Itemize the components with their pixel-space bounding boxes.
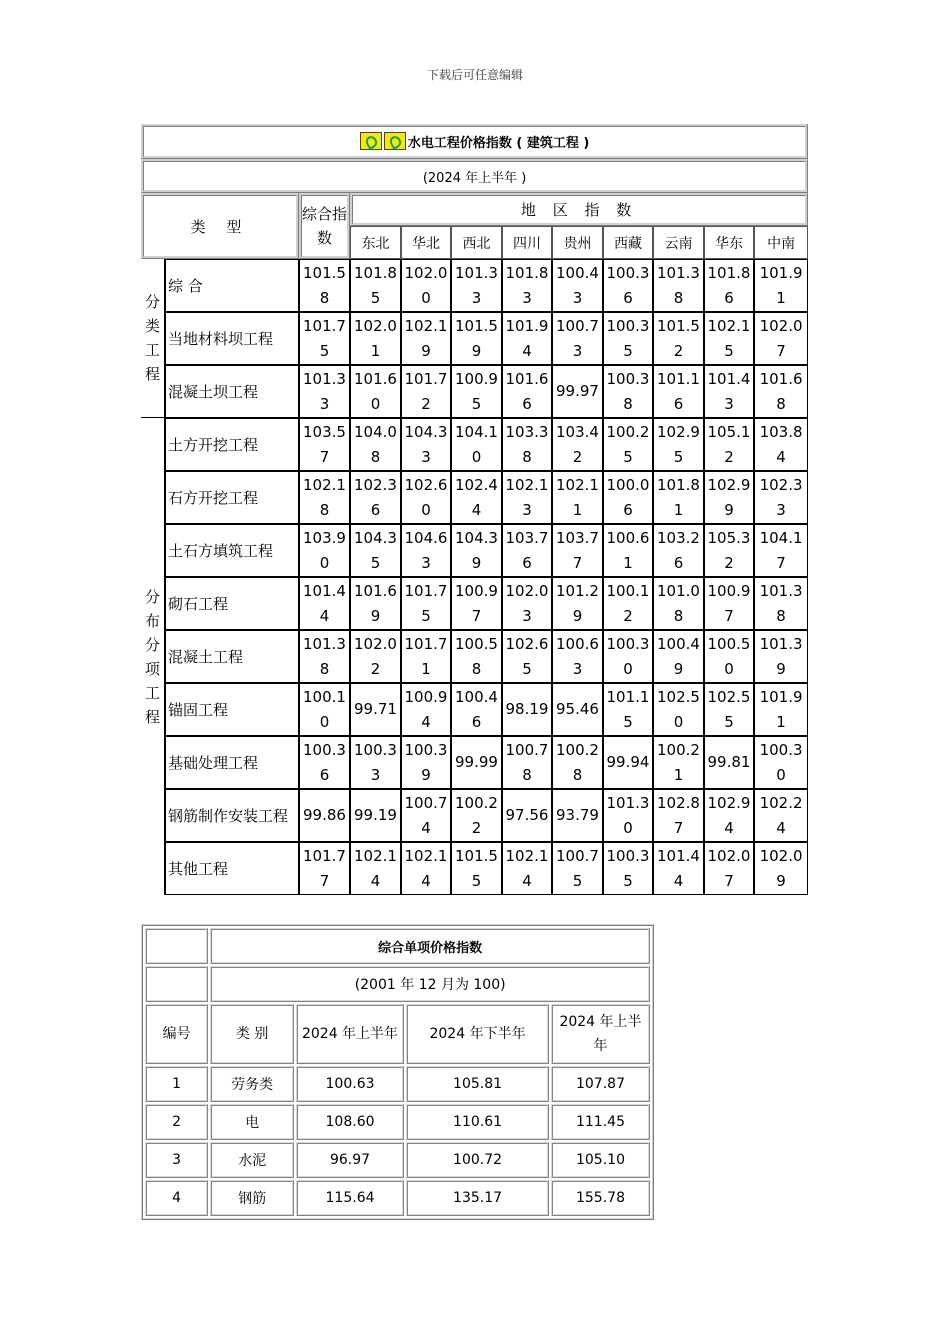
region-index-value: 102.36 <box>350 471 401 524</box>
value-2024-h1-b: 107.87 <box>551 1066 650 1102</box>
row-number: 1 <box>145 1066 208 1102</box>
region-header-3: 四川 <box>502 226 552 259</box>
water-power-price-index-table <box>141 124 808 895</box>
value-2024-h2: 135.17 <box>406 1180 549 1216</box>
region-index-value: 100.50 <box>704 630 754 683</box>
general-index-value: 100.36 <box>299 736 350 789</box>
general-index-value: 101.44 <box>299 577 350 630</box>
table-row <box>145 1180 650 1216</box>
region-index-value: 100.73 <box>552 312 603 365</box>
table-title: 水电工程价格指数 ( 建筑工程 ) <box>407 136 590 151</box>
region-index-value: 100.46 <box>451 683 502 736</box>
region-index-value: 101.44 <box>653 842 704 895</box>
region-index-value: 100.25 <box>603 418 653 471</box>
region-index-value: 101.08 <box>653 577 704 630</box>
row-name: 石方开挖工程 <box>165 471 299 524</box>
table-row <box>145 1142 650 1178</box>
value-2024-h1: 96.97 <box>296 1142 404 1178</box>
region-index-value: 102.55 <box>704 683 754 736</box>
region-index-value: 101.15 <box>603 683 653 736</box>
region-index-value: 100.78 <box>502 736 552 789</box>
region-index-value: 101.86 <box>704 259 754 312</box>
region-index-value: 104.17 <box>754 524 808 577</box>
value-2024-h1: 100.63 <box>296 1066 404 1102</box>
table-row <box>141 524 808 577</box>
region-index-value: 100.75 <box>552 842 603 895</box>
region-index-value: 100.30 <box>603 630 653 683</box>
region-index-value: 100.35 <box>603 312 653 365</box>
region-index-value: 103.42 <box>552 418 603 471</box>
region-index-value: 101.33 <box>451 259 502 312</box>
region-header-0: 东北 <box>350 226 401 259</box>
value-2024-h1-b: 155.78 <box>551 1180 650 1216</box>
table-subtitle: (2024 年上半年 ) <box>141 159 808 193</box>
page-header: 下载后可任意编辑 <box>426 68 523 82</box>
column-header-1: 类 别 <box>210 1004 294 1064</box>
region-index-value: 102.03 <box>502 577 552 630</box>
row-name: 土石方填筑工程 <box>165 524 299 577</box>
table-title-cell <box>141 124 808 159</box>
region-index-value: 102.11 <box>552 471 603 524</box>
region-index-value: 98.19 <box>502 683 552 736</box>
general-index-value: 99.86 <box>299 789 350 842</box>
table-row <box>141 471 808 524</box>
region-index-value: 101.68 <box>754 365 808 418</box>
row-category: 水泥 <box>210 1142 294 1178</box>
region-index-value: 103.84 <box>754 418 808 471</box>
table2-subtitle: (2001 年 12 月为 100) <box>210 966 650 1002</box>
row-category: 电 <box>210 1104 294 1140</box>
region-index-value: 102.19 <box>401 312 451 365</box>
region-index-value: 100.06 <box>603 471 653 524</box>
row-category: 劳务类 <box>210 1066 294 1102</box>
region-index-value: 101.69 <box>350 577 401 630</box>
region-index-value: 102.44 <box>451 471 502 524</box>
region-index-value: 102.50 <box>653 683 704 736</box>
region-index-value: 101.60 <box>350 365 401 418</box>
region-index-value: 104.39 <box>451 524 502 577</box>
region-index-value: 102.09 <box>754 842 808 895</box>
region-index-value: 101.75 <box>401 577 451 630</box>
general-index-value: 101.58 <box>299 259 350 312</box>
region-index-value: 103.38 <box>502 418 552 471</box>
region-index-value: 102.14 <box>401 842 451 895</box>
region-index-value: 104.08 <box>350 418 401 471</box>
region-index-value: 99.97 <box>552 365 603 418</box>
region-index-value: 104.10 <box>451 418 502 471</box>
region-index-value: 101.39 <box>754 630 808 683</box>
value-2024-h2: 105.81 <box>406 1066 549 1102</box>
region-index-value: 102.14 <box>502 842 552 895</box>
table2-title: 综合单项价格指数 <box>210 928 650 964</box>
row-name: 综 合 <box>165 259 299 312</box>
region-index-value: 105.12 <box>704 418 754 471</box>
region-index-value: 101.83 <box>502 259 552 312</box>
app-icon <box>384 132 406 150</box>
region-index-value: 102.00 <box>401 259 451 312</box>
region-index-value: 102.15 <box>704 312 754 365</box>
value-2024-h1-b: 105.10 <box>551 1142 650 1178</box>
region-index-value: 99.19 <box>350 789 401 842</box>
row-name: 基础处理工程 <box>165 736 299 789</box>
region-index-value: 101.43 <box>704 365 754 418</box>
region-index-value: 101.85 <box>350 259 401 312</box>
region-index-value: 102.33 <box>754 471 808 524</box>
app-icon <box>360 132 382 150</box>
row-name: 钢筋制作安装工程 <box>165 789 299 842</box>
region-header-2: 西北 <box>451 226 502 259</box>
general-index-value: 102.18 <box>299 471 350 524</box>
region-index-value: 101.16 <box>653 365 704 418</box>
region-index-value: 93.79 <box>552 789 603 842</box>
value-2024-h1: 115.64 <box>296 1180 404 1216</box>
row-name: 锚固工程 <box>165 683 299 736</box>
row-name: 砌石工程 <box>165 577 299 630</box>
region-index-value: 102.60 <box>401 471 451 524</box>
region-index-value: 100.49 <box>653 630 704 683</box>
table-row <box>141 736 808 789</box>
region-index-value: 100.63 <box>552 630 603 683</box>
region-index-value: 100.30 <box>754 736 808 789</box>
column-header-4: 2024 年上半年 <box>551 1004 650 1064</box>
region-header-8: 中南 <box>754 226 808 259</box>
general-index-value: 101.38 <box>299 630 350 683</box>
row-name: 土方开挖工程 <box>165 418 299 471</box>
region-index-value: 101.91 <box>754 259 808 312</box>
region-index-value: 102.65 <box>502 630 552 683</box>
region-index-value: 101.29 <box>552 577 603 630</box>
region-index-value: 103.77 <box>552 524 603 577</box>
region-index-value: 100.33 <box>350 736 401 789</box>
region-index-value: 100.95 <box>451 365 502 418</box>
region-index-value: 102.13 <box>502 471 552 524</box>
region-index-value: 101.94 <box>502 312 552 365</box>
region-index-value: 102.01 <box>350 312 401 365</box>
region-header-1: 华北 <box>401 226 451 259</box>
region-index-header: 地 区 指 数 <box>350 193 808 226</box>
value-2024-h2: 110.61 <box>406 1104 549 1140</box>
region-index-value: 100.43 <box>552 259 603 312</box>
general-index-value: 101.75 <box>299 312 350 365</box>
region-header-7: 华东 <box>704 226 754 259</box>
region-index-value: 104.63 <box>401 524 451 577</box>
region-index-value: 101.71 <box>401 630 451 683</box>
composite-single-price-index-table <box>141 924 654 1220</box>
region-index-value: 101.91 <box>754 683 808 736</box>
table-row <box>141 365 808 418</box>
column-header-2: 2024 年上半年 <box>296 1004 404 1064</box>
region-index-value: 99.81 <box>704 736 754 789</box>
table-row <box>145 1104 650 1140</box>
region-index-value: 100.22 <box>451 789 502 842</box>
region-index-value: 100.28 <box>552 736 603 789</box>
region-index-value: 101.55 <box>451 842 502 895</box>
table-row <box>141 577 808 630</box>
region-index-value: 101.59 <box>451 312 502 365</box>
region-index-value: 104.35 <box>350 524 401 577</box>
region-header-4: 贵州 <box>552 226 603 259</box>
general-index-value: 103.57 <box>299 418 350 471</box>
region-index-value: 105.32 <box>704 524 754 577</box>
region-index-value: 101.52 <box>653 312 704 365</box>
single-price-index-table <box>141 924 654 1220</box>
region-index-value: 102.87 <box>653 789 704 842</box>
region-index-value: 99.71 <box>350 683 401 736</box>
region-index-value: 100.21 <box>653 736 704 789</box>
region-index-value: 101.81 <box>653 471 704 524</box>
region-index-value: 101.72 <box>401 365 451 418</box>
region-index-value: 100.12 <box>603 577 653 630</box>
region-index-value: 102.07 <box>754 312 808 365</box>
region-index-value: 102.24 <box>754 789 808 842</box>
column-header-3: 2024 年下半年 <box>406 1004 549 1064</box>
row-category: 钢筋 <box>210 1180 294 1216</box>
row-name: 其他工程 <box>165 842 299 895</box>
row-number: 4 <box>145 1180 208 1216</box>
table-row <box>141 259 808 312</box>
region-index-value: 101.30 <box>603 789 653 842</box>
region-index-value: 103.76 <box>502 524 552 577</box>
region-index-value: 102.02 <box>350 630 401 683</box>
empty-cell <box>145 928 208 964</box>
region-index-value: 97.56 <box>502 789 552 842</box>
general-index-value: 101.33 <box>299 365 350 418</box>
row-name: 混凝土工程 <box>165 630 299 683</box>
region-index-value: 99.94 <box>603 736 653 789</box>
region-index-value: 102.07 <box>704 842 754 895</box>
value-2024-h1-b: 111.45 <box>551 1104 650 1140</box>
row-name: 当地材料坝工程 <box>165 312 299 365</box>
table-row <box>141 418 808 471</box>
table-row <box>145 1066 650 1102</box>
general-index-value: 101.77 <box>299 842 350 895</box>
region-index-value: 100.35 <box>603 842 653 895</box>
value-2024-h2: 100.72 <box>406 1142 549 1178</box>
region-index-value: 100.39 <box>401 736 451 789</box>
region-index-value: 95.46 <box>552 683 603 736</box>
table-row <box>141 312 808 365</box>
region-header-6: 云南 <box>653 226 704 259</box>
price-index-table <box>141 124 808 895</box>
row-number: 2 <box>145 1104 208 1140</box>
column-header-0: 编号 <box>145 1004 208 1064</box>
region-index-value: 103.26 <box>653 524 704 577</box>
group-label-subdivided: 分布分项工程 <box>141 418 165 895</box>
region-header-5: 西藏 <box>603 226 653 259</box>
table-row <box>141 630 808 683</box>
region-index-value: 101.38 <box>653 259 704 312</box>
region-index-value: 104.33 <box>401 418 451 471</box>
table-row <box>141 842 808 895</box>
region-index-value: 102.95 <box>653 418 704 471</box>
region-index-value: 102.99 <box>704 471 754 524</box>
group-label-classified: 分类工程 <box>141 259 165 418</box>
empty-cell <box>145 966 208 1002</box>
region-index-value: 100.97 <box>704 577 754 630</box>
region-index-value: 100.38 <box>603 365 653 418</box>
row-number: 3 <box>145 1142 208 1178</box>
general-index-header: 综合指数 <box>299 193 350 259</box>
region-index-value: 100.74 <box>401 789 451 842</box>
row-name: 混凝土坝工程 <box>165 365 299 418</box>
general-index-value: 103.90 <box>299 524 350 577</box>
region-index-value: 100.58 <box>451 630 502 683</box>
region-index-value: 100.97 <box>451 577 502 630</box>
region-index-value: 99.99 <box>451 736 502 789</box>
table-row <box>141 789 808 842</box>
general-index-value: 100.10 <box>299 683 350 736</box>
value-2024-h1: 108.60 <box>296 1104 404 1140</box>
table-row <box>141 683 808 736</box>
region-index-value: 102.94 <box>704 789 754 842</box>
region-index-value: 101.66 <box>502 365 552 418</box>
region-index-value: 100.61 <box>603 524 653 577</box>
type-header: 类 型 <box>141 193 299 259</box>
region-index-value: 101.38 <box>754 577 808 630</box>
region-index-value: 102.14 <box>350 842 401 895</box>
region-index-value: 100.94 <box>401 683 451 736</box>
region-index-value: 100.36 <box>603 259 653 312</box>
